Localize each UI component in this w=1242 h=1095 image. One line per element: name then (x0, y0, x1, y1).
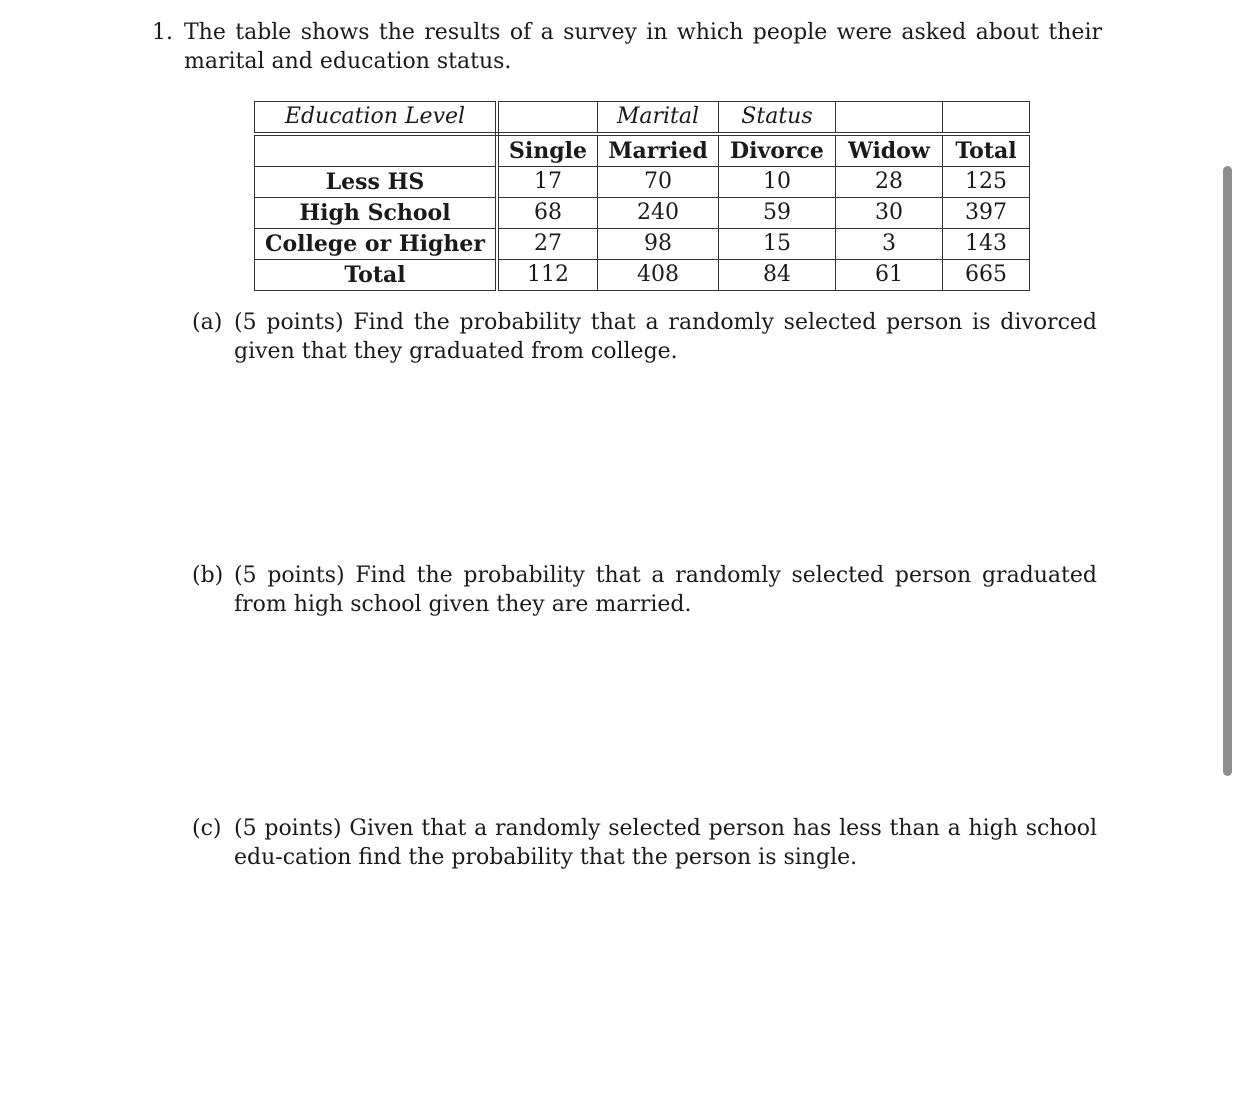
column-header-single: Single (497, 134, 598, 167)
table-cell: 125 (942, 167, 1029, 198)
problem-number: 1. (152, 20, 173, 45)
table-cell: 28 (835, 167, 942, 198)
table-cell: 98 (597, 229, 718, 260)
problem-text: The table shows the results of a survey in which people were asked about their marital and education status. (184, 20, 1102, 74)
table-cell: 70 (597, 167, 718, 198)
header-status: Status (718, 102, 835, 135)
question-label: (b) (192, 563, 224, 588)
table-cell: 143 (942, 229, 1029, 260)
header-blank-4 (835, 102, 942, 135)
table-cell: 665 (942, 260, 1029, 291)
question-b (192, 561, 1097, 619)
survey-table (254, 101, 1030, 291)
table-cell: 61 (835, 260, 942, 291)
question-text: (5 points) Find the probability that a randomly selected person is divorced given that they graduated from college. (234, 310, 1097, 364)
column-header-total: Total (942, 134, 1029, 167)
row-label: Less HS (255, 167, 497, 198)
question-text: (5 points) Find the probability that a randomly selected person graduated from high school given they are married. (234, 563, 1097, 617)
header-education-level: Education Level (255, 102, 497, 135)
question-label: (a) (192, 310, 223, 335)
column-header-married: Married (597, 134, 718, 167)
table-cell: 112 (497, 260, 598, 291)
table-cell: 408 (597, 260, 718, 291)
column-header-widow: Widow (835, 134, 942, 167)
table-row (255, 167, 1030, 198)
row-label: College or Higher (255, 229, 497, 260)
table-cell: 27 (497, 229, 598, 260)
problem-intro (152, 18, 1102, 76)
question-text: (5 points) Given that a randomly selected person has less than a high school edu-cation find the probability that the person is single. (234, 816, 1097, 870)
table-cell: 397 (942, 198, 1029, 229)
table-column-headers (255, 134, 1030, 167)
vertical-scrollbar[interactable] (1223, 166, 1232, 776)
row-label: High School (255, 198, 497, 229)
table-cell: 17 (497, 167, 598, 198)
table-cell: 59 (718, 198, 835, 229)
column-header-blank (255, 134, 497, 167)
table-cell: 3 (835, 229, 942, 260)
table-row (255, 198, 1030, 229)
question-c (192, 814, 1097, 872)
row-label: Total (255, 260, 497, 291)
table-row (255, 260, 1030, 291)
table-header-row (255, 102, 1030, 135)
table-cell: 10 (718, 167, 835, 198)
question-a (192, 308, 1097, 366)
header-blank-5 (942, 102, 1029, 135)
table-cell: 84 (718, 260, 835, 291)
column-header-divorce: Divorce (718, 134, 835, 167)
table-cell: 30 (835, 198, 942, 229)
header-blank-1 (497, 102, 598, 135)
table-cell: 68 (497, 198, 598, 229)
table-row (255, 229, 1030, 260)
table-cell: 240 (597, 198, 718, 229)
header-marital: Marital (597, 102, 718, 135)
table-cell: 15 (718, 229, 835, 260)
question-label: (c) (192, 816, 222, 841)
